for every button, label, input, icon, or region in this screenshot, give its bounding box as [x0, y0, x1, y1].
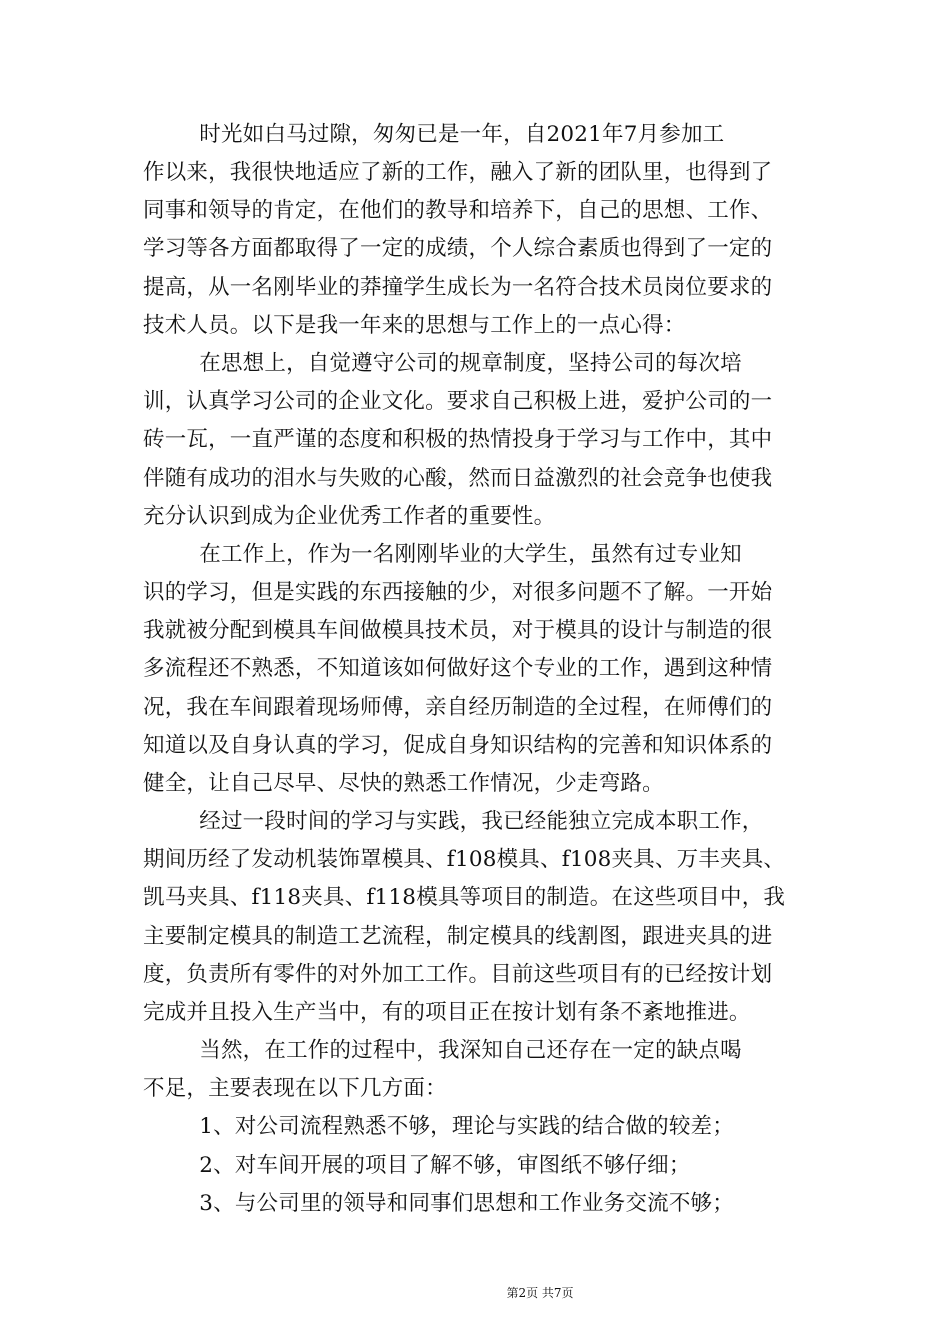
- text-line: 在工作上，作为一名刚刚毕业的大学生，虽然有过专业知: [143, 542, 742, 567]
- text-line: 提高，从一名刚毕业的莽撞学生成长为一名符合技术员岗位要求的: [143, 275, 773, 300]
- text-line: 完成并且投入生产当中，有的项目正在按计划有条不紊地推进。: [143, 1000, 751, 1025]
- text-line: 时光如白马过隙，匆匆已是一年，自2021年7月参加工: [143, 122, 725, 147]
- text-line: 学习等各方面都取得了一定的成绩，个人综合素质也得到了一定的: [143, 236, 773, 261]
- text-line: 2、对车间开展的项目了解不够，审图纸不够仔细；: [143, 1153, 691, 1178]
- text-line: 砖一瓦，一直严谨的态度和积极的热情投身于学习与工作中，其中: [143, 427, 773, 452]
- text-line: 期间历经了发动机装饰罩模具、f108模具、f108夹具、万丰夹具、: [143, 847, 786, 872]
- text-line: 识的学习，但是实践的东西接触的少，对很多问题不了解。一开始: [143, 580, 773, 605]
- text-line: 充分认识到成为企业优秀工作者的重要性。: [143, 504, 556, 529]
- text-line: 伴随有成功的泪水与失败的心酸，然而日益激烈的社会竞争也使我: [143, 466, 773, 491]
- text-line: 我就被分配到模具车间做模具技术员，对于模具的设计与制造的很: [143, 618, 773, 643]
- text-line: 主要制定模具的制造工艺流程，制定模具的线割图，跟进夹具的进: [143, 924, 773, 949]
- text-line: 经过一段时间的学习与实践，我已经能独立完成本职工作，: [143, 809, 764, 834]
- text-line: 凯马夹具、f118夹具、f118模具等项目的制造。在这些项目中，我: [143, 885, 786, 910]
- text-line: 知道以及自身认真的学习，促成自身知识结构的完善和知识体系的: [143, 733, 773, 758]
- text-line: 在思想上，自觉遵守公司的规章制度，坚持公司的每次培: [143, 351, 742, 376]
- text-line: 当然，在工作的过程中，我深知自己还存在一定的缺点喝: [143, 1038, 742, 1063]
- text-line: 健全，让自己尽早、尽快的熟悉工作情况，少走弯路。: [143, 771, 664, 796]
- text-line: 3、与公司里的领导和同事们思想和工作业务交流不够；: [143, 1191, 734, 1216]
- text-line: 1、对公司流程熟悉不够，理论与实践的结合做的较差；: [143, 1114, 734, 1139]
- text-line: 技术人员。以下是我一年来的思想与工作上的一点心得：: [143, 313, 686, 338]
- text-line: 不足，主要表现在以下几方面：: [143, 1076, 447, 1101]
- text-line: 训，认真学习公司的企业文化。要求自己积极上进，爱护公司的一: [143, 389, 773, 414]
- page-footer: 第2页 共7页: [506, 1286, 574, 1300]
- text-line: 作以来，我很快地适应了新的工作，融入了新的团队里，也得到了: [143, 160, 773, 185]
- text-line: 况，我在车间跟着现场师傅，亲自经历制造的全过程，在师傅们的: [143, 695, 773, 720]
- text-line: 度，负责所有零件的对外加工工作。目前这些项目有的已经按计划: [143, 962, 773, 987]
- text-line: 同事和领导的肯定，在他们的教导和培养下，自己的思想、工作、: [143, 198, 773, 223]
- text-line: 多流程还不熟悉，不知道该如何做好这个专业的工作，遇到这种情: [143, 656, 773, 681]
